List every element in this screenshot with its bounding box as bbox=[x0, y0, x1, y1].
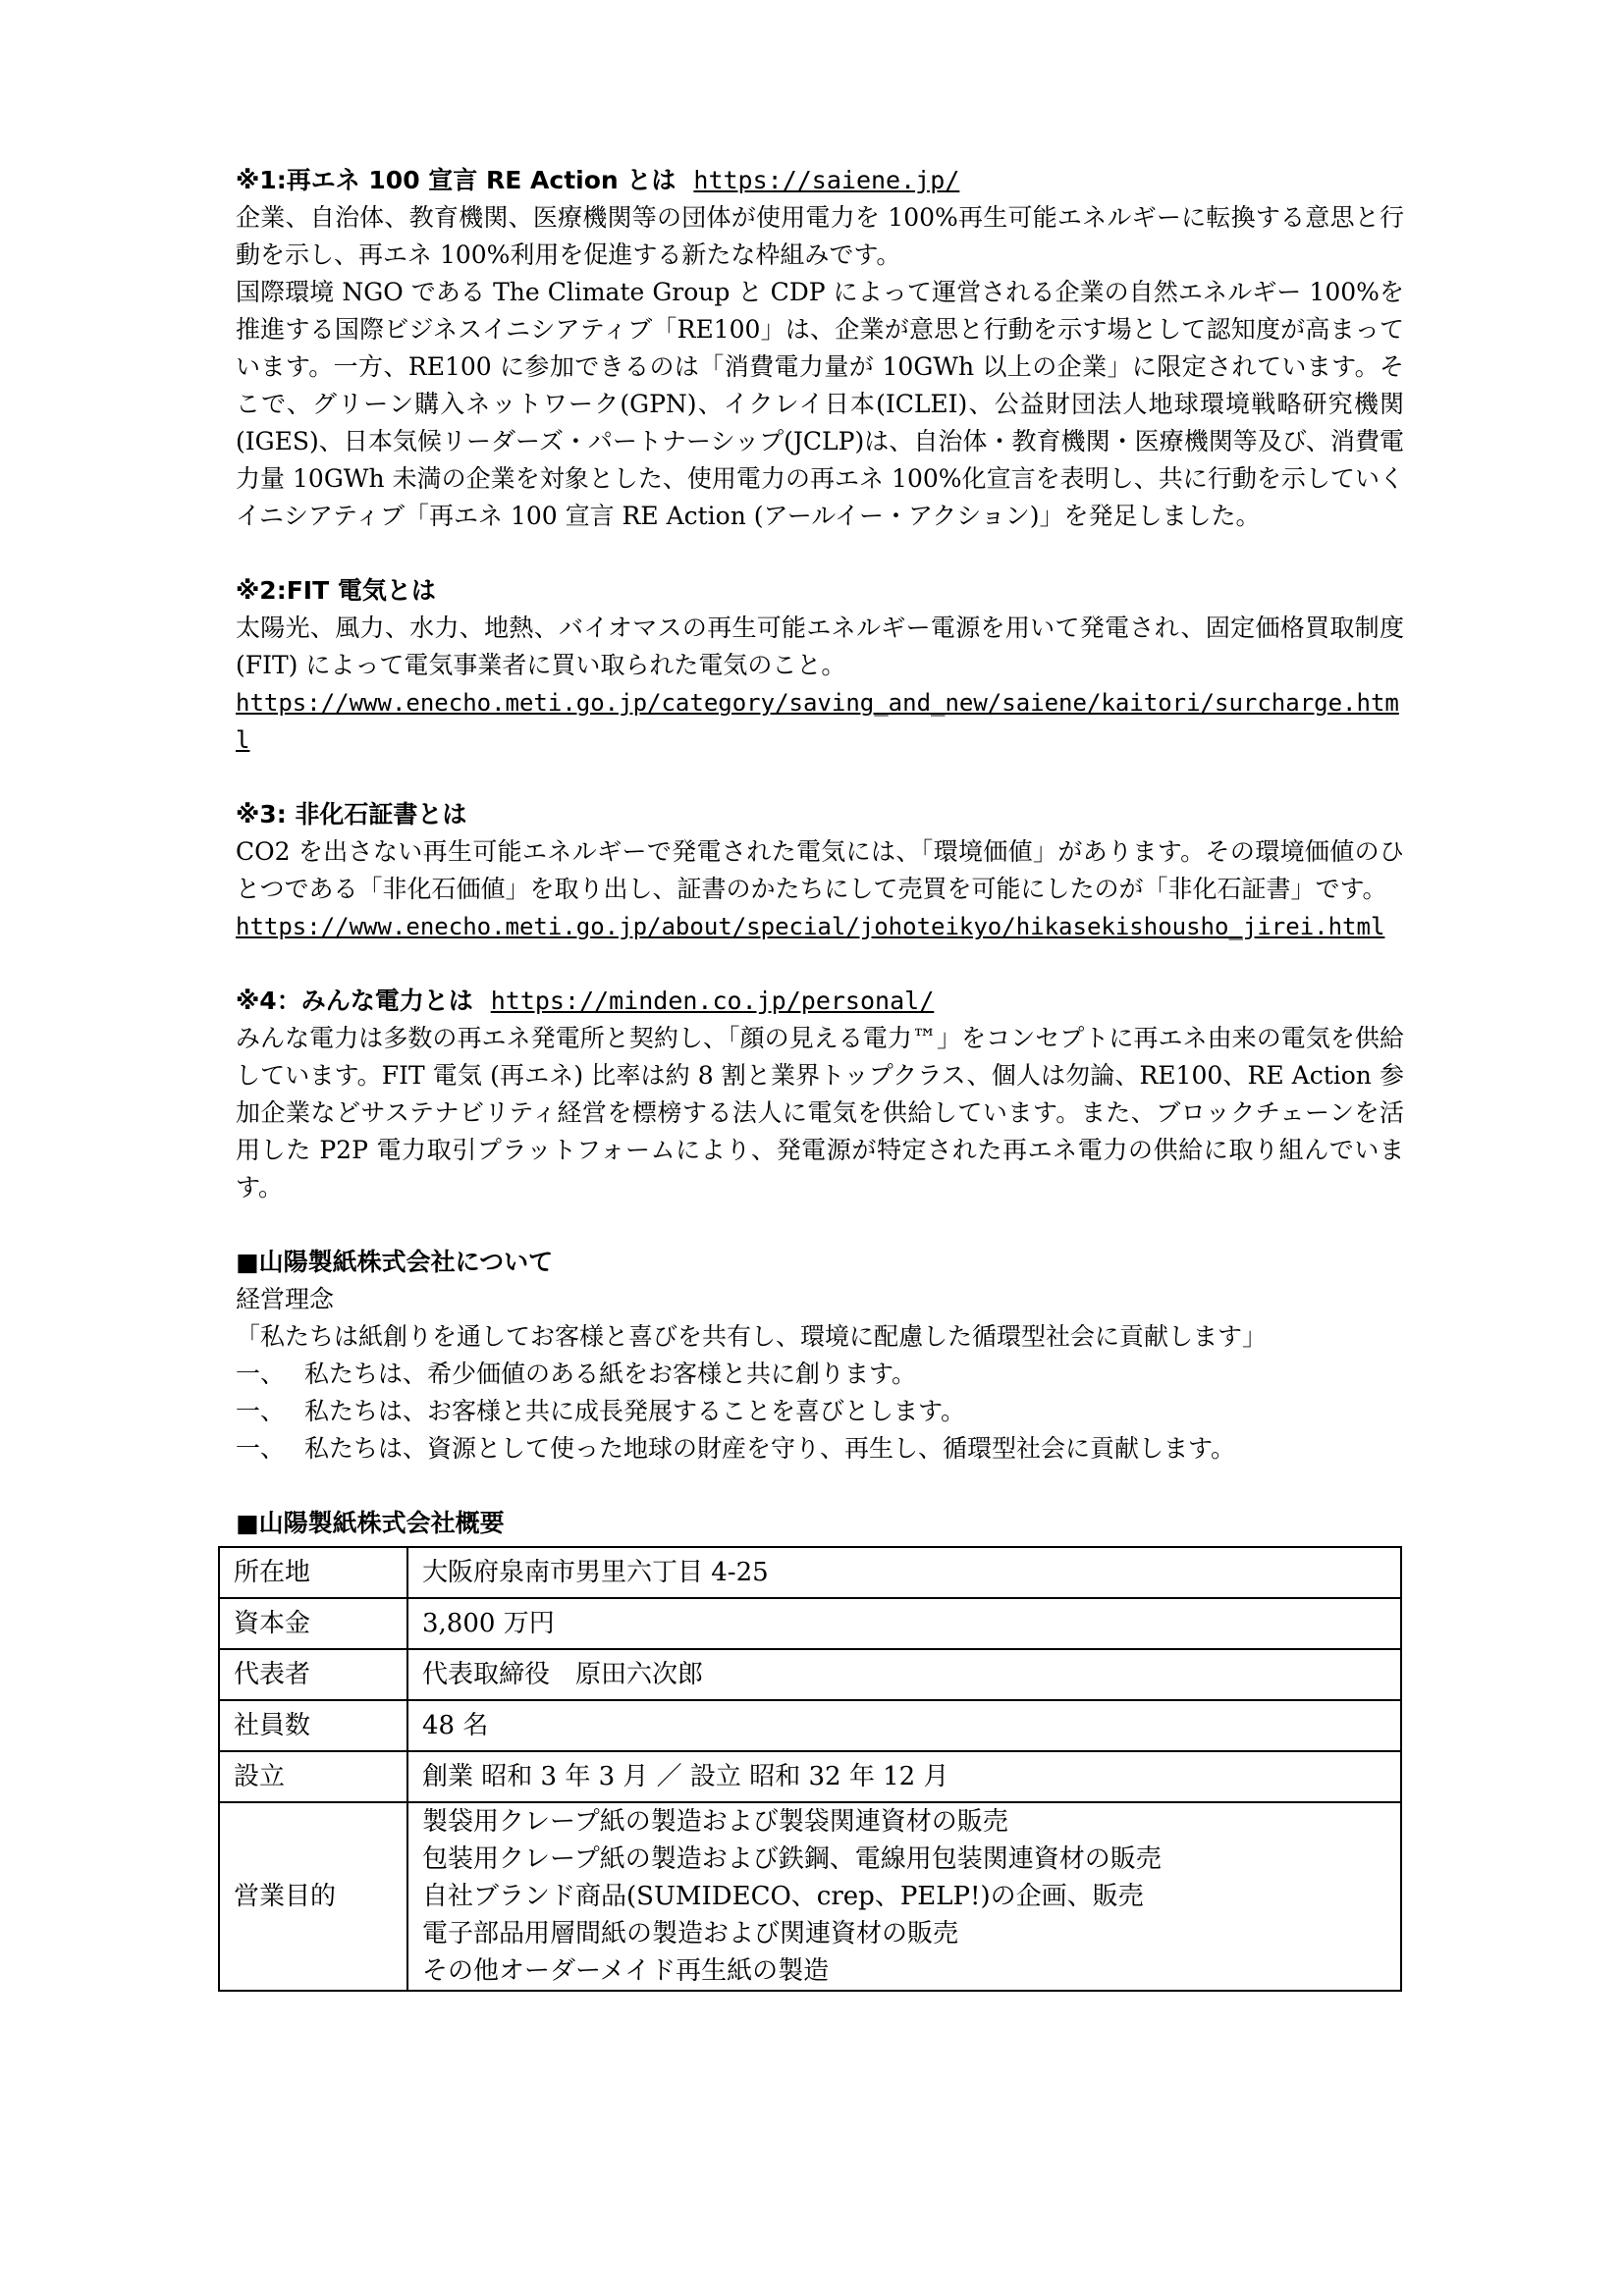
note-re-action bbox=[236, 162, 1404, 535]
saiene-link[interactable]: https://saiene.jp/ bbox=[693, 166, 960, 194]
note-paragraph: みんな電力は多数の再エネ発電所と契約し、「顔の見える電力™」をコンセプトに再エネ由来の電気を供給しています。FIT 電気 (再エネ) 比率は約 8 割と業界トップクラス、個人は勿論、RE100、RE Action 参加企業などサステナビリティ経営を標榜する法人に電気を供給しています。また、ブロックチェーンを活用した P2P 電力取引プラットフォームにより、発電源が特定された再エネ電力の供給に取り組んでいます。 bbox=[236, 1024, 1404, 1201]
overview-heading: ■山陽製紙株式会社概要 bbox=[236, 1509, 505, 1537]
note-minna-denryoku bbox=[236, 983, 1404, 1206]
note-heading bbox=[236, 983, 1404, 1020]
non-fossil-link[interactable]: https://www.enecho.meti.go.jp/about/special/johoteikyo/hikasekishousho_jirei.html bbox=[236, 913, 1385, 940]
note-paragraph: 企業、自治体、教育機関、医療機関等の団体が使用電力を 100%再生可能エネルギーに転換する意思と行動を示し、再エネ 100%利用を促進する新たな枠組みです。 bbox=[236, 203, 1404, 269]
row-value: 3,800 万円 bbox=[407, 1598, 1401, 1649]
row-value: 大阪府泉南市男里六丁目 4-25 bbox=[407, 1547, 1401, 1598]
row-label: 設立 bbox=[219, 1751, 407, 1802]
purpose-list bbox=[407, 1802, 1401, 1991]
table-row bbox=[219, 1547, 1401, 1598]
company-heading: ■山陽製紙株式会社について bbox=[236, 1248, 554, 1276]
company-motto: 「私たちは紙創りを通してお客様と喜びを共有し、環境に配慮した循環型社会に貢献します」 bbox=[236, 1322, 1268, 1351]
table-row bbox=[219, 1751, 1401, 1802]
note-heading bbox=[236, 162, 1404, 199]
note-title: ※4：みんな電力とは bbox=[236, 987, 473, 1015]
principle-marker: 一、 bbox=[236, 1360, 286, 1388]
table-row bbox=[219, 1649, 1401, 1700]
purpose-item: 自社ブランド商品(SUMIDECO、crep、PELP!)の企画、販売 bbox=[422, 1882, 1144, 1911]
principle-item bbox=[236, 1430, 1404, 1468]
overview-table bbox=[218, 1546, 1402, 1992]
principle-text: 私たちは、資源として使った地球の財産を守り、再生し、循環型社会に貢献します。 bbox=[304, 1434, 1236, 1463]
row-label: 営業目的 bbox=[219, 1802, 407, 1991]
table-row bbox=[219, 1802, 1401, 1991]
principle-item bbox=[236, 1356, 1404, 1393]
principle-marker: 一、 bbox=[236, 1434, 286, 1463]
company-overview bbox=[236, 1505, 1404, 1992]
row-label: 所在地 bbox=[219, 1547, 407, 1598]
purpose-item: 包装用クレープ紙の製造および鉄鋼、電線用包装関連資材の販売 bbox=[422, 1844, 1162, 1874]
note-paragraph: 太陽光、風力、水力、地熱、バイオマスの再生可能エネルギー電源を用いて発電され、固定価格買取制度 (FIT) によって電気事業者に買い取られた電気のこと。 bbox=[236, 614, 1404, 679]
principle-marker: 一、 bbox=[236, 1397, 286, 1425]
principle-text: 私たちは、希少価値のある紙をお客様と共に創ります。 bbox=[304, 1360, 917, 1388]
table-row bbox=[219, 1700, 1401, 1751]
row-label: 代表者 bbox=[219, 1649, 407, 1700]
row-value: 代表取締役 原田六次郎 bbox=[407, 1649, 1401, 1700]
note-title: ※2:FIT 電気とは bbox=[236, 576, 436, 605]
note-paragraph: CO2 を出さない再生可能エネルギーで発電された電気には、「環境価値」があります。その環境価値のひとつである「非化石価値」を取り出し、証書のかたちにして売買を可能にしたのが「非化石証書」です。 bbox=[236, 837, 1404, 903]
row-label: 資本金 bbox=[219, 1598, 407, 1649]
note-title: ※3: 非化石証書とは bbox=[236, 800, 467, 828]
company-about bbox=[236, 1244, 1404, 1468]
row-value: 48 名 bbox=[407, 1700, 1401, 1751]
note-title: ※1:再エネ 100 宣言 RE Action とは bbox=[236, 166, 677, 194]
principle-text: 私たちは、お客様と共に成長発展することを喜びとします。 bbox=[304, 1397, 966, 1425]
minden-link[interactable]: https://minden.co.jp/personal/ bbox=[490, 987, 935, 1015]
document-body bbox=[236, 162, 1404, 1992]
row-label: 社員数 bbox=[219, 1700, 407, 1751]
note-paragraph: 国際環境 NGO である The Climate Group と CDP によって運営される企業の自然エネルギー 100%を推進する国際ビジネスイニシアティブ「RE100」は、企業が意思と行動を示す場として認知度が高まっています。一方、RE100 に参加できるのは「消費電力量が 10GWh 以上の企業」に限定されています。そこで、グリーン購入ネットワーク(GPN)、イクレイ日本(ICLEI)、公益財団法人地球環境戦略研究機関(IGES)、日本気候リーダーズ・パートナーシップ(JCLP)は、自治体・教育機関・医療機関等及び、消費電力量 10GWh 未満の企業を対象とした、使用電力の再エネ 100%化宣言を表明し、共に行動を示していくイニシアティブ「再エネ 100 宣言 RE Action (アールイー・アクション)」を発足しました。 bbox=[236, 278, 1404, 530]
principle-item bbox=[236, 1393, 1404, 1430]
purpose-item: 電子部品用層間紙の製造および関連資材の販売 bbox=[422, 1919, 959, 1949]
table-row bbox=[219, 1598, 1401, 1649]
purpose-item: その他オーダーメイド再生紙の製造 bbox=[422, 1956, 830, 1986]
note-fit-electricity bbox=[236, 572, 1404, 759]
note-non-fossil-certificate bbox=[236, 796, 1404, 945]
row-value: 創業 昭和 3 年 3 月 ／ 設立 昭和 32 年 12 月 bbox=[407, 1751, 1401, 1802]
fit-surcharge-link[interactable]: https://www.enecho.meti.go.jp/category/saving_and_new/saiene/kaitori/surcharge.html bbox=[236, 689, 1399, 754]
philosophy-title: 経営理念 bbox=[236, 1285, 335, 1313]
purpose-item: 製袋用クレープ紙の製造および製袋関連資材の販売 bbox=[422, 1807, 1008, 1837]
